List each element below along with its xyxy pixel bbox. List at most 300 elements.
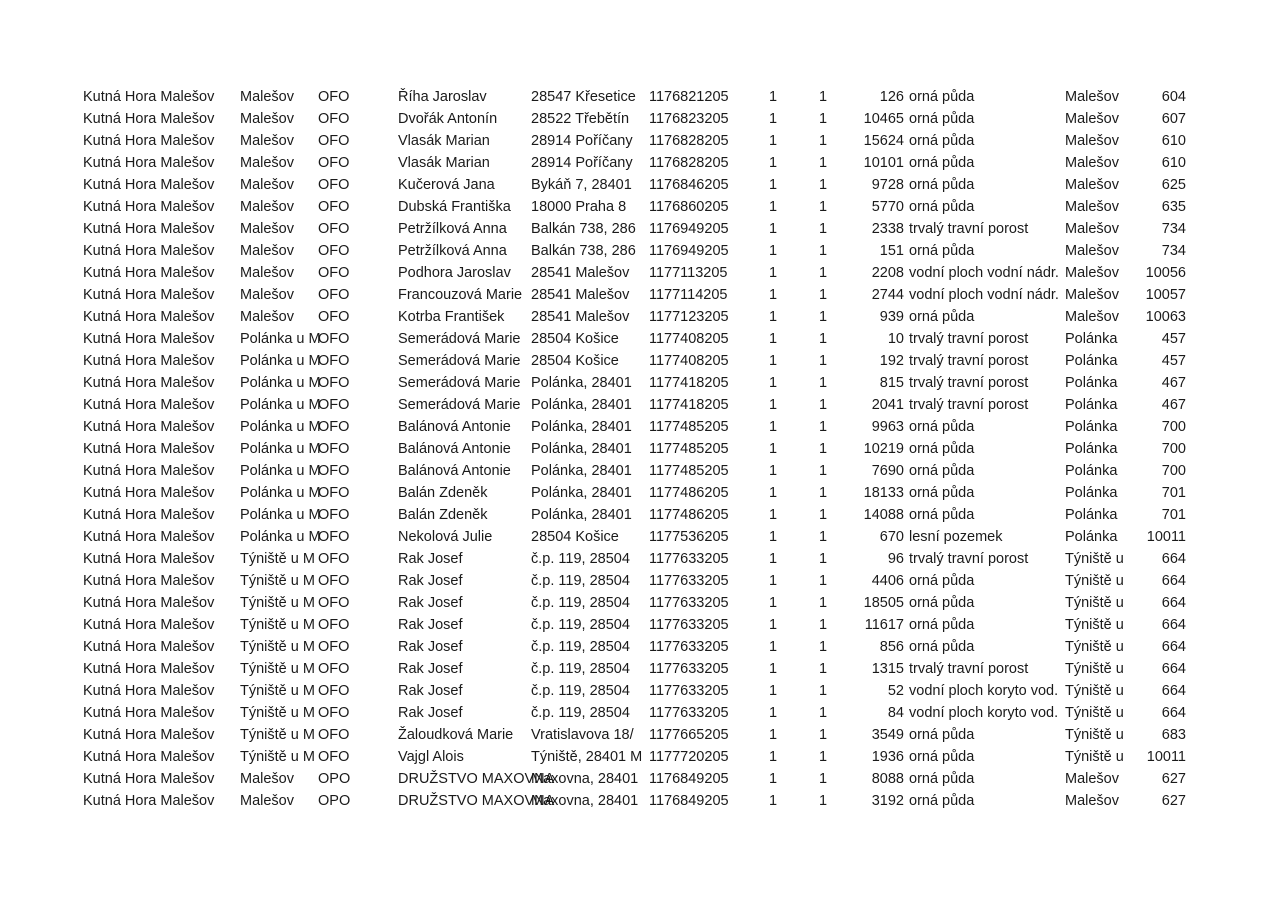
cell-owner-type: OFO [318,243,350,259]
cell-owner-name: Vlasák Marian [398,155,490,171]
cell-owner-address: 28914 Poříčany [531,155,633,171]
cell-area: 1315 [871,661,904,677]
cell-share-denominator: 1 [818,485,828,501]
cell-area: 14088 [863,507,904,523]
cell-share-numerator: 1 [768,221,778,237]
cell-parcel-number: 734 [1161,243,1186,259]
cell-owner-address: Týniště, 28401 M [531,749,643,765]
cell-owner-type: OFO [318,749,350,765]
cell-area: 10465 [863,111,904,127]
cell-owner-name: Dvořák Antonín [398,111,498,127]
cell-share-numerator: 1 [768,573,778,589]
cell-lv-number: 1177633205 [649,683,729,699]
cell-parcel-number: 627 [1161,771,1186,787]
cell-lv-number: 1177633205 [649,595,729,611]
cell-district: Kutná Hora Malešov [83,749,215,765]
cell-owner-address: Polánka, 28401 [531,419,632,435]
cell-owner-address: 18000 Praha 8 [531,199,627,215]
cell-share-numerator: 1 [768,309,778,325]
cell-cadastral-area: Malešov [240,265,294,281]
cell-parcel-number: 467 [1161,397,1186,413]
cell-owner-address: č.p. 119, 28504 [531,639,630,655]
cell-share-numerator: 1 [768,353,778,369]
cell-area-name: Týniště u [1065,727,1124,743]
cell-lv-number: 1177408205 [649,353,729,369]
cell-lv-number: 1177536205 [649,529,729,545]
cell-lv-number: 1177633205 [649,705,729,721]
cell-share-denominator: 1 [818,793,828,809]
cell-parcel-number: 10056 [1145,265,1186,281]
cell-district: Kutná Hora Malešov [83,89,215,105]
cell-lv-number: 1177633205 [649,661,729,677]
cell-owner-type: OFO [318,353,350,369]
cell-share-denominator: 1 [818,199,828,215]
cell-land-type: trvalý travní porost [909,661,1029,677]
cell-parcel-number: 457 [1161,331,1186,347]
cell-owner-type: OFO [318,309,350,325]
cell-cadastral-area: Polánka u M [240,485,321,501]
table-row [0,416,1272,438]
cell-area-name: Polánka [1065,331,1118,347]
cell-owner-type: OFO [318,221,350,237]
cell-share-numerator: 1 [768,375,778,391]
cell-district: Kutná Hora Malešov [83,111,215,127]
cell-owner-address: Maxovna, 28401 [531,771,639,787]
cell-owner-address: Polánka, 28401 [531,463,632,479]
cell-cadastral-area: Malešov [240,111,294,127]
cell-owner-address: Maxovna, 28401 [531,793,639,809]
cell-owner-name: Žaloudková Marie [398,727,514,743]
cell-share-denominator: 1 [818,133,828,149]
cell-owner-address: Polánka, 28401 [531,507,632,523]
cell-district: Kutná Hora Malešov [83,419,215,435]
cell-share-numerator: 1 [768,419,778,435]
cell-cadastral-area: Týniště u M [240,639,315,655]
cell-owner-type: OFO [318,617,350,633]
cell-area-name: Malešov [1065,155,1119,171]
cell-district: Kutná Hora Malešov [83,573,215,589]
table-row [0,614,1272,636]
cell-parcel-number: 700 [1161,419,1186,435]
cell-land-type: orná půda [909,89,975,105]
cell-share-numerator: 1 [768,639,778,655]
cell-land-type: orná půda [909,177,975,193]
cell-land-type: trvalý travní porost [909,353,1029,369]
cell-share-denominator: 1 [818,529,828,545]
cell-area-name: Malešov [1065,265,1119,281]
cell-lv-number: 1176846205 [649,177,729,193]
cell-share-denominator: 1 [818,177,828,193]
cell-cadastral-area: Týniště u M [240,705,315,721]
cell-cadastral-area: Malešov [240,793,294,809]
cell-share-numerator: 1 [768,111,778,127]
cell-area: 84 [887,705,904,721]
cell-parcel-number: 457 [1161,353,1186,369]
cell-land-type: vodní ploch vodní nádr. [909,265,1059,281]
cell-owner-type: OFO [318,111,350,127]
cell-owner-type: OFO [318,683,350,699]
cell-area-name: Malešov [1065,199,1119,215]
cell-owner-name: Rak Josef [398,573,463,589]
cell-share-numerator: 1 [768,705,778,721]
cell-share-numerator: 1 [768,463,778,479]
cell-share-denominator: 1 [818,111,828,127]
cell-area-name: Týniště u [1065,595,1124,611]
cell-district: Kutná Hora Malešov [83,551,215,567]
cell-area-name: Malešov [1065,771,1119,787]
cell-owner-address: 28547 Křesetice [531,89,636,105]
cell-cadastral-area: Malešov [240,287,294,303]
table-row [0,328,1272,350]
cell-land-type: trvalý travní porost [909,221,1029,237]
cell-parcel-number: 467 [1161,375,1186,391]
cell-parcel-number: 607 [1161,111,1186,127]
table-row [0,746,1272,768]
cell-district: Kutná Hora Malešov [83,793,215,809]
cell-parcel-number: 701 [1161,507,1186,523]
cell-area: 3192 [871,793,904,809]
cell-district: Kutná Hora Malešov [83,265,215,281]
cell-parcel-number: 664 [1161,705,1186,721]
cell-share-denominator: 1 [818,573,828,589]
cell-owner-type: OFO [318,89,350,105]
cell-owner-address: Polánka, 28401 [531,485,632,501]
cell-owner-address: 28522 Třebětín [531,111,630,127]
cell-owner-address: 28504 Košice [531,529,619,545]
cell-owner-address: Bykáň 7, 28401 [531,177,632,193]
cell-area: 52 [887,683,904,699]
cell-owner-name: Nekolová Julie [398,529,493,545]
cell-owner-address: 28914 Poříčany [531,133,633,149]
cell-owner-address: 28541 Malešov [531,309,630,325]
cell-lv-number: 1177633205 [649,639,729,655]
cell-cadastral-area: Malešov [240,155,294,171]
cell-owner-name: Balánová Antonie [398,419,511,435]
cell-area: 151 [879,243,904,259]
cell-owner-name: Semerádová Marie [398,375,521,391]
cell-owner-name: Balánová Antonie [398,441,511,457]
cell-district: Kutná Hora Malešov [83,507,215,523]
table-row [0,284,1272,306]
cell-district: Kutná Hora Malešov [83,331,215,347]
cell-land-type: orná půda [909,155,975,171]
cell-share-denominator: 1 [818,155,828,171]
cell-lv-number: 1176949205 [649,221,729,237]
cell-district: Kutná Hora Malešov [83,221,215,237]
cell-owner-type: OFO [318,375,350,391]
cell-share-denominator: 1 [818,617,828,633]
cell-owner-type: OFO [318,485,350,501]
cell-parcel-number: 10063 [1145,309,1186,325]
cell-parcel-number: 664 [1161,551,1186,567]
cell-share-numerator: 1 [768,551,778,567]
cell-parcel-number: 664 [1161,683,1186,699]
cell-owner-name: Vajgl Alois [398,749,464,765]
cell-owner-type: OFO [318,551,350,567]
cell-owner-address: Balkán 738, 286 [531,221,636,237]
table-row [0,636,1272,658]
cell-owner-address: č.p. 119, 28504 [531,705,630,721]
cell-owner-type: OFO [318,155,350,171]
cell-cadastral-area: Malešov [240,221,294,237]
cell-cadastral-area: Malešov [240,89,294,105]
cell-cadastral-area: Polánka u M [240,419,321,435]
cell-lv-number: 1177485205 [649,441,729,457]
cell-owner-name: Balánová Antonie [398,463,511,479]
cell-land-type: orná půda [909,595,975,611]
cell-district: Kutná Hora Malešov [83,441,215,457]
cell-land-type: orná půda [909,573,975,589]
cell-share-numerator: 1 [768,89,778,105]
cell-share-numerator: 1 [768,683,778,699]
cell-owner-type: OFO [318,133,350,149]
cell-share-numerator: 1 [768,199,778,215]
table-row [0,482,1272,504]
cell-share-denominator: 1 [818,661,828,677]
cell-land-type: orná půda [909,507,975,523]
cell-cadastral-area: Polánka u M [240,397,321,413]
cell-parcel-number: 664 [1161,639,1186,655]
cell-area-name: Malešov [1065,111,1119,127]
table-row [0,306,1272,328]
cell-cadastral-area: Týniště u M [240,617,315,633]
cell-area: 8088 [871,771,904,787]
cell-share-denominator: 1 [818,441,828,457]
cell-area: 2208 [871,265,904,281]
cell-lv-number: 1177486205 [649,507,729,523]
cell-lv-number: 1177633205 [649,573,729,589]
cell-owner-type: OFO [318,705,350,721]
cell-area: 815 [879,375,904,391]
cell-lv-number: 1176823205 [649,111,729,127]
table-row [0,592,1272,614]
cell-district: Kutná Hora Malešov [83,375,215,391]
cell-area-name: Týniště u [1065,551,1124,567]
cell-owner-name: Semerádová Marie [398,353,521,369]
cell-share-numerator: 1 [768,617,778,633]
cell-parcel-number: 635 [1161,199,1186,215]
cell-share-denominator: 1 [818,463,828,479]
cell-share-numerator: 1 [768,507,778,523]
cell-district: Kutná Hora Malešov [83,683,215,699]
cell-cadastral-area: Malešov [240,177,294,193]
cell-share-denominator: 1 [818,331,828,347]
cell-share-numerator: 1 [768,529,778,545]
cell-share-denominator: 1 [818,89,828,105]
cell-cadastral-area: Týniště u M [240,661,315,677]
cell-parcel-number: 664 [1161,595,1186,611]
cell-area-name: Malešov [1065,793,1119,809]
cell-owner-type: OFO [318,287,350,303]
cell-owner-address: č.p. 119, 28504 [531,595,630,611]
cell-owner-name: Kučerová Jana [398,177,495,193]
cell-share-denominator: 1 [818,221,828,237]
cell-parcel-number: 700 [1161,463,1186,479]
cell-lv-number: 1177665205 [649,727,729,743]
cell-owner-type: OFO [318,529,350,545]
cell-cadastral-area: Týniště u M [240,749,315,765]
cell-owner-address: č.p. 119, 28504 [531,617,630,633]
cell-district: Kutná Hora Malešov [83,595,215,611]
table-row [0,702,1272,724]
cell-land-type: orná půda [909,771,975,787]
cell-area-name: Týniště u [1065,705,1124,721]
cell-district: Kutná Hora Malešov [83,485,215,501]
cell-owner-name: Vlasák Marian [398,133,490,149]
cell-share-denominator: 1 [818,595,828,611]
cell-land-type: trvalý travní porost [909,397,1029,413]
cell-owner-name: Podhora Jaroslav [398,265,511,281]
cell-cadastral-area: Polánka u M [240,529,321,545]
cell-cadastral-area: Týniště u M [240,573,315,589]
cell-lv-number: 1177114205 [649,287,728,303]
cell-owner-name: Dubská Františka [398,199,511,215]
cell-area: 939 [879,309,904,325]
cell-owner-type: OFO [318,463,350,479]
cell-parcel-number: 664 [1161,661,1186,677]
cell-owner-type: OFO [318,639,350,655]
cell-cadastral-area: Týniště u M [240,683,315,699]
cell-share-denominator: 1 [818,749,828,765]
cell-share-denominator: 1 [818,287,828,303]
cell-owner-type: OFO [318,265,350,281]
cell-lv-number: 1176821205 [649,89,729,105]
cell-owner-name: DRUŽSTVO MAXOVNA [398,771,555,787]
cell-area-name: Polánka [1065,529,1118,545]
cell-owner-type: OFO [318,507,350,523]
cell-area-name: Malešov [1065,177,1119,193]
cell-owner-name: Kotrba František [398,309,505,325]
cell-area: 18505 [863,595,904,611]
cell-parcel-number: 734 [1161,221,1186,237]
table-row [0,724,1272,746]
cell-land-type: lesní pozemek [909,529,1003,545]
cell-lv-number: 1177720205 [649,749,729,765]
cell-cadastral-area: Malešov [240,243,294,259]
table-row [0,790,1272,812]
cell-share-denominator: 1 [818,551,828,567]
cell-share-denominator: 1 [818,243,828,259]
cell-area-name: Týniště u [1065,749,1124,765]
cell-area-name: Týniště u [1065,683,1124,699]
cell-owner-type: OFO [318,419,350,435]
cell-area: 15624 [863,133,904,149]
table-row [0,108,1272,130]
cell-land-type: orná půda [909,419,975,435]
cell-district: Kutná Hora Malešov [83,639,215,655]
cell-land-type: vodní ploch koryto vod. [909,705,1059,721]
cell-parcel-number: 664 [1161,617,1186,633]
cell-area: 10219 [863,441,904,457]
table-row [0,570,1272,592]
cell-cadastral-area: Polánka u M [240,375,321,391]
cell-area-name: Polánka [1065,419,1118,435]
cell-lv-number: 1176849205 [649,793,729,809]
cell-land-type: trvalý travní porost [909,375,1029,391]
table-row [0,460,1272,482]
cell-lv-number: 1177408205 [649,331,729,347]
cell-area: 856 [879,639,904,655]
cell-lv-number: 1176828205 [649,133,729,149]
cell-owner-type: OFO [318,397,350,413]
cell-share-denominator: 1 [818,771,828,787]
cell-parcel-number: 610 [1161,155,1186,171]
cell-parcel-number: 10057 [1145,287,1186,303]
cell-parcel-number: 683 [1161,727,1186,743]
cell-area-name: Týniště u [1065,661,1124,677]
cell-district: Kutná Hora Malešov [83,617,215,633]
cell-owner-address: č.p. 119, 28504 [531,551,630,567]
cell-area: 2744 [871,287,904,303]
cell-owner-address: č.p. 119, 28504 [531,573,630,589]
table-row [0,196,1272,218]
cell-area-name: Malešov [1065,287,1119,303]
cell-share-numerator: 1 [768,243,778,259]
cell-share-denominator: 1 [818,727,828,743]
cell-owner-type: OFO [318,441,350,457]
cell-cadastral-area: Polánka u M [240,331,321,347]
cell-owner-name: Petržílková Anna [398,221,507,237]
cell-cadastral-area: Týniště u M [240,727,315,743]
cell-share-numerator: 1 [768,177,778,193]
cell-area-name: Malešov [1065,89,1119,105]
cell-owner-name: Francouzová Marie [398,287,523,303]
cell-owner-name: Rak Josef [398,661,463,677]
cell-lv-number: 1177418205 [649,397,729,413]
cell-parcel-number: 10011 [1146,529,1186,545]
cell-lv-number: 1177418205 [649,375,729,391]
cell-owner-type: OFO [318,199,350,215]
cell-cadastral-area: Malešov [240,771,294,787]
cell-share-numerator: 1 [768,397,778,413]
cell-area: 11617 [864,617,904,633]
cell-area: 3549 [871,727,904,743]
cell-share-numerator: 1 [768,727,778,743]
cell-lv-number: 1176949205 [649,243,729,259]
cell-owner-name: Semerádová Marie [398,397,521,413]
cell-share-numerator: 1 [768,287,778,303]
cell-land-type: orná půda [909,749,975,765]
cell-area: 2041 [871,397,904,413]
cell-district: Kutná Hora Malešov [83,661,215,677]
cell-share-denominator: 1 [818,397,828,413]
table-row [0,548,1272,570]
cell-area: 10101 [863,155,904,171]
table-row [0,86,1272,108]
cell-share-numerator: 1 [768,661,778,677]
cell-land-type: orná půda [909,309,975,325]
cell-share-denominator: 1 [818,507,828,523]
cell-area-name: Malešov [1065,221,1119,237]
cell-district: Kutná Hora Malešov [83,177,215,193]
table-row [0,438,1272,460]
cell-district: Kutná Hora Malešov [83,529,215,545]
cell-cadastral-area: Polánka u M [240,353,321,369]
cell-area-name: Malešov [1065,243,1119,259]
cell-owner-address: 28504 Košice [531,331,619,347]
cell-land-type: orná půda [909,243,975,259]
cell-share-numerator: 1 [768,485,778,501]
cell-land-type: orná půda [909,617,975,633]
cell-share-denominator: 1 [818,375,828,391]
cell-cadastral-area: Malešov [240,199,294,215]
cell-area-name: Týniště u [1065,573,1124,589]
cell-share-denominator: 1 [818,639,828,655]
cell-district: Kutná Hora Malešov [83,199,215,215]
cell-lv-number: 1177633205 [649,551,729,567]
cell-owner-type: OFO [318,595,350,611]
cell-area-name: Polánka [1065,397,1118,413]
